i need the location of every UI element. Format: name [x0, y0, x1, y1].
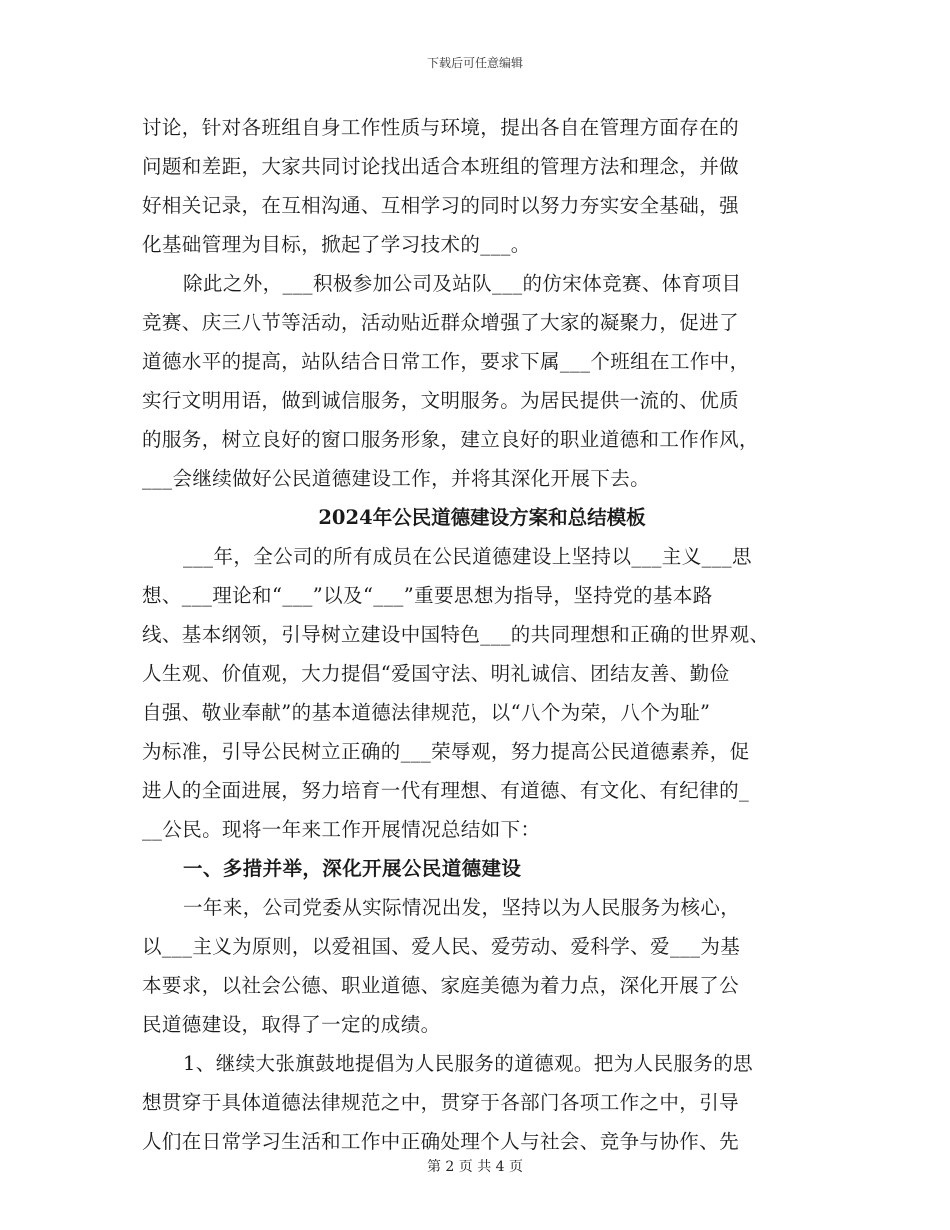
paragraph-line: 道德水平的提高，站队结合日常工作，要求下属___个班组在工作中，: [142, 350, 750, 373]
paragraph-line: 想贯穿于具体道德法律规范之中，贯穿于各部门各项工作之中，引导: [142, 1091, 740, 1114]
section-heading: 一、多措并举，深化开展公民道德建设: [183, 857, 522, 880]
paragraph-line: 好相关记录，在互相沟通、互相学习的同时以努力夯实安全基础，强: [142, 194, 740, 217]
paragraph-line: 化基础管理为目标，掀起了学习技术的___。: [142, 233, 531, 256]
paragraph-line: 民道德建设，取得了一定的成绩。: [142, 1013, 441, 1036]
paragraph-line: 竞赛、庆三八节等活动，活动贴近群众增强了大家的凝聚力，促进了: [142, 311, 740, 334]
paragraph-line: 人生观、价值观，大力提倡“爱国守法、明礼诚信、团结友善、勤俭: [142, 662, 730, 685]
paragraph-line: 除此之外，___积极参加公司及站队___的仿宋体竞赛、体育项目: [183, 272, 742, 295]
document-title: 2024年公民道德建设方案和总结模板: [318, 506, 646, 529]
paragraph-line: 实行文明用语，做到诚信服务，文明服务。为居民提供一流的、优质: [142, 389, 740, 412]
paragraph-line: 讨论，针对各班组自身工作性质与环境，提出各自在管理方面存在的: [142, 116, 740, 139]
document-body: [142, 108, 822, 1161]
paragraph-line: 想、___理论和“___”以及“___”重要思想为指导，坚持党的基本路: [142, 584, 713, 607]
paragraph-line: ___会继续做好公民道德建设工作，并将其深化开展下去。: [142, 467, 651, 490]
paragraph-line: 问题和差距，大家共同讨论找出适合本班组的管理方法和理念，并做: [142, 155, 740, 178]
paragraph-line: 线、基本纲领，引导树立建设中国特色___的共同理想和正确的世界观、: [142, 623, 770, 646]
paragraph-line: 自强、敬业奉献”的基本道德法律规范，以“八个为荣，八个为耻”: [142, 701, 711, 724]
paragraph-line: 1、继续大张旗鼓地提倡为人民服务的道德观。把为人民服务的思: [183, 1052, 754, 1075]
paragraph-line: 的服务，树立良好的窗口服务形象，建立良好的职业道德和工作作风，: [142, 428, 759, 451]
paragraph-line: 一年来，公司党委从实际情况出发，坚持以为人民服务为核心，: [183, 896, 741, 919]
page-footer: 第 2 页 共 4 页: [426, 1159, 524, 1175]
paragraph-line: 人们在日常学习生活和工作中正确处理个人与社会、竞争与协作、先: [142, 1130, 740, 1153]
paragraph-line: 本要求，以社会公德、职业道德、家庭美德为着力点，深化开展了公: [142, 974, 740, 997]
paragraph-line: 以___主义为原则，以爱祖国、爱人民、爱劳动、爱科学、爱___为基: [142, 935, 741, 958]
header-note: 下载后可任意编辑: [426, 56, 523, 70]
paragraph-line: 为标准，引导公民树立正确的___荣辱观，努力提高公民道德素养，促: [142, 740, 750, 763]
paragraph-line: __公民。现将一年来工作开展情况总结如下：: [142, 818, 541, 841]
paragraph-line: ___年，全公司的所有成员在公民道德建设上坚持以___主义___思: [183, 545, 752, 568]
paragraph-line: 进人的全面进展，努力培育一代有理想、有道德、有文化、有纪律的_: [142, 779, 750, 802]
